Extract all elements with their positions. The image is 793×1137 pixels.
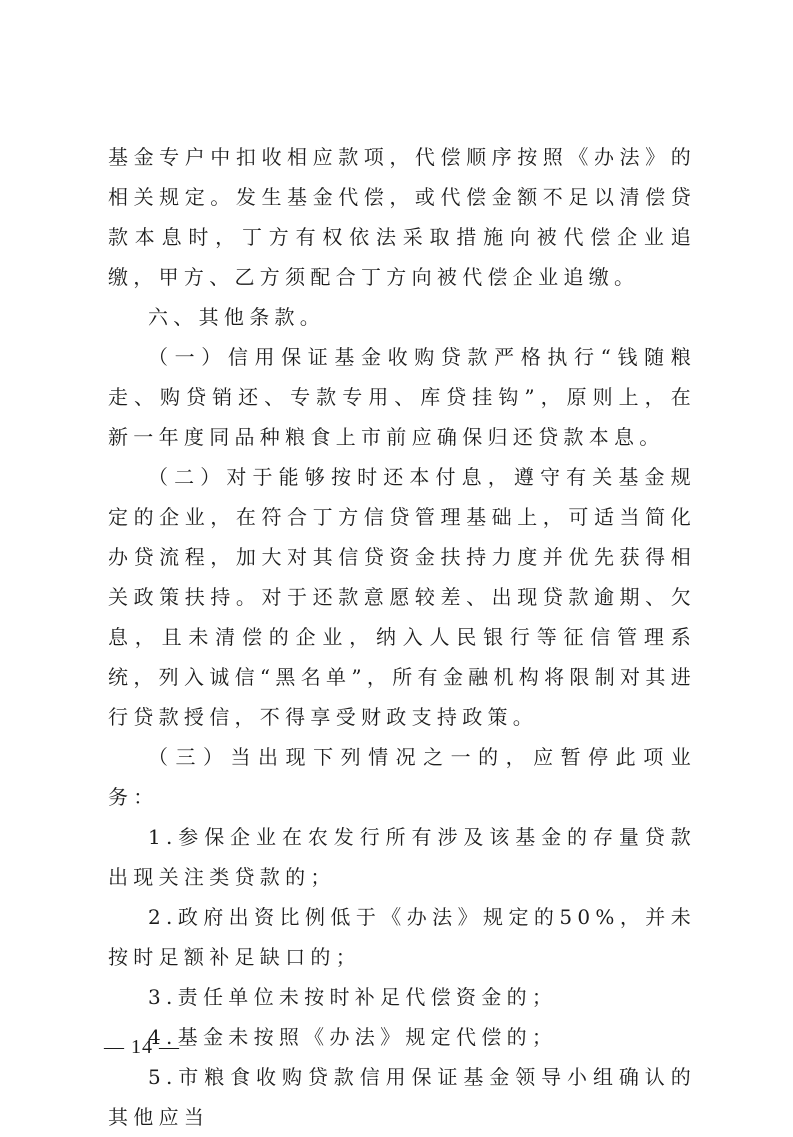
list-item-1: 1.参保企业在农发行所有涉及该基金的存量贷款出现关注类贷款的； bbox=[108, 825, 696, 889]
document-body bbox=[108, 137, 696, 1137]
list-item-3: 3.责任单位未按时补足代偿资金的； bbox=[148, 985, 558, 1009]
page-number: — 14 — bbox=[104, 1036, 180, 1058]
paragraph-2-heading: 六、其他条款。 bbox=[148, 305, 326, 329]
list-item-4: 4.基金未按照《办法》规定代偿的； bbox=[148, 1025, 558, 1049]
paragraph-3: （一）信用保证基金收购贷款严格执行“钱随粮走、购贷销还、专款专用、库贷挂钩”，原则上，在新一年度同品种粮食上市前应确保归还贷款本息。 bbox=[108, 345, 696, 449]
paragraph-4: （二）对于能够按时还本付息，遵守有关基金规定的企业，在符合丁方信贷管理基础上，可适当简化办贷流程，加大对其信贷资金扶持力度并优先获得相关政策扶持。对于还款意愿较差、出现贷款逾期、欠息，且未清偿的企业，纳入人民银行等征信管理系统，列入诚信“黑名单”，所有金融机构将限制对其进行贷款授信，不得享受财政支持政策。 bbox=[108, 465, 696, 729]
list-item-2: 2.政府出资比例低于《办法》规定的50%，并未按时足额补足缺口的； bbox=[108, 905, 696, 969]
paragraph-1: 基金专户中扣收相应款项，代偿顺序按照《办法》的相关规定。发生基金代偿，或代偿金额不足以清偿贷款本息时，丁方有权依法采取措施向被代偿企业追缴，甲方、乙方须配合丁方向被代偿企业追缴。 bbox=[108, 145, 696, 289]
paragraph-5: （三）当出现下列情况之一的，应暂停此项业务： bbox=[108, 745, 696, 809]
list-item-5: 5.市粮食收购贷款信用保证基金领导小组确认的其他应当 bbox=[108, 1065, 696, 1129]
